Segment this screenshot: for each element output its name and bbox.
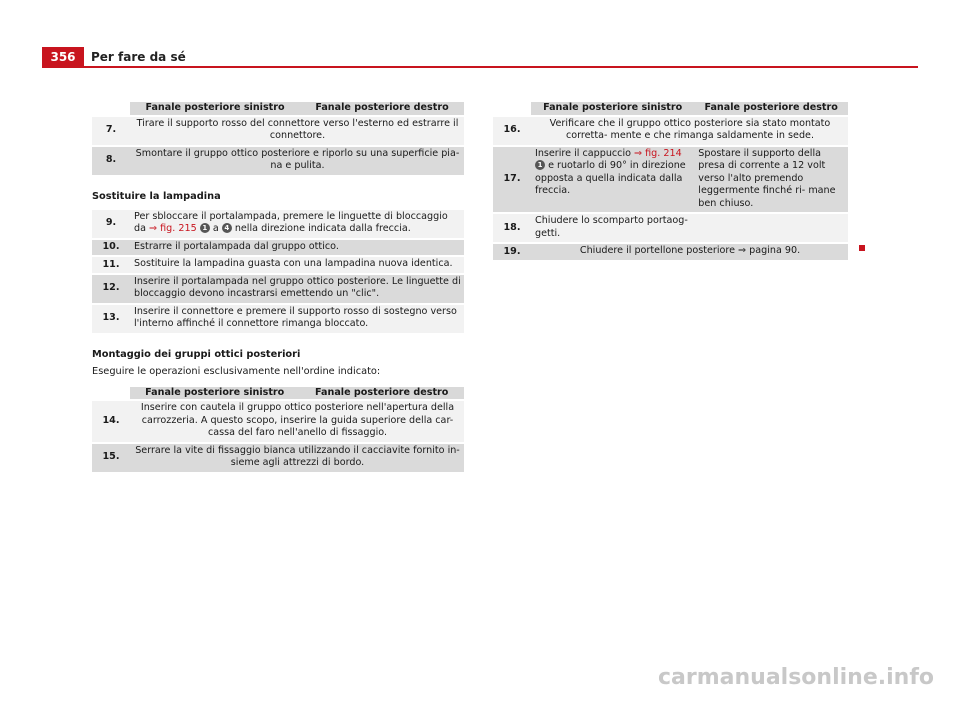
step-text-a: Per sbloccare il portalampada, premere le linguette di bloccaggio da: [134, 210, 448, 234]
step-row: [92, 444, 464, 472]
page-title: Per fare da sé: [91, 50, 186, 64]
step-number: 11.: [92, 257, 130, 273]
step-text: Serrare la vite di fissaggio bianca utilizzando il cacciavite fornito in- sieme agli attrezzi di bordo.: [130, 444, 464, 472]
watermark: carmanualsonline.info: [658, 665, 934, 690]
step-row: [92, 305, 464, 333]
callout-1-icon: 1: [535, 160, 545, 170]
step-row: [493, 147, 848, 213]
step-text: Smontare il gruppo ottico posteriore e riporlo su una superficie pia- na e pulita.: [130, 147, 464, 175]
section-intro: Eseguire le operazioni esclusivamente nell'ordine indicato:: [92, 365, 381, 377]
step-row: [92, 210, 464, 238]
step-text: Inserire il connettore e premere il supporto rosso di sostegno verso l'interno affinché il connettore rimanga bloccato.: [130, 305, 464, 333]
step-text: [130, 210, 464, 238]
header-rule: [42, 66, 918, 68]
left-column: [92, 100, 464, 474]
step-number: 13.: [92, 305, 130, 333]
step-text-right: [694, 214, 848, 242]
step-number: 18.: [493, 214, 531, 242]
header-left-lamp: Fanale posteriore sinistro: [531, 102, 694, 115]
step-number: 12.: [92, 275, 130, 303]
step-text-mid: a: [212, 223, 219, 234]
header-right-lamp: Fanale posteriore destro: [299, 387, 464, 400]
step-number: 17.: [493, 147, 531, 213]
step-row: [92, 401, 464, 442]
step-text-b: e ruotarlo di 90° in direzione opposta a quella indicata dalla freccia.: [535, 160, 686, 196]
step-text-right: Spostare il supporto della presa di corrente a 12 volt verso l'alto premendo leggermente finché ri- mane ben chiuso.: [694, 147, 848, 213]
step-row: [92, 240, 464, 256]
step-row: [92, 117, 464, 145]
section-heading-lamp: Sostituire la lampadina: [92, 190, 221, 202]
callout-1-icon: 1: [200, 223, 210, 233]
step-row: [92, 275, 464, 303]
section-heading-mount: Montaggio dei gruppi ottici posteriori: [92, 348, 301, 360]
figure-link[interactable]: ⇒ fig. 214: [634, 147, 682, 159]
header-left-lamp: Fanale posteriore sinistro: [130, 387, 299, 400]
step-text-b: nella direzione indicata dalla freccia.: [234, 223, 411, 234]
right-column: [493, 100, 848, 262]
step-text: Verificare che il gruppo ottico posteriore sia stato montato corretta- mente e che rimanga saldamente in sede.: [531, 117, 848, 145]
header-right-lamp: Fanale posteriore destro: [300, 102, 464, 115]
steps-table-bulb: [92, 208, 464, 335]
header-right-lamp: Fanale posteriore destro: [694, 102, 848, 115]
step-row: [493, 244, 848, 260]
step-number: 9.: [92, 210, 130, 238]
step-number: 19.: [493, 244, 531, 260]
step-number: 10.: [92, 240, 130, 256]
step-text-left: [531, 147, 694, 213]
step-text-a: Inserire il cappuccio: [535, 147, 631, 159]
steps-table-finish: [493, 100, 848, 262]
header-left-lamp: Fanale posteriore sinistro: [130, 102, 300, 115]
page-number: 356: [42, 47, 84, 67]
step-row: [493, 214, 848, 242]
step-text-left: Chiudere lo scomparto portaog- getti.: [531, 214, 694, 242]
step-number: 8.: [92, 147, 130, 175]
step-text: [531, 244, 848, 260]
step-row: [493, 117, 848, 145]
step-number: 14.: [92, 401, 130, 442]
section-end-icon: [859, 245, 865, 251]
step-number: 16.: [493, 117, 531, 145]
step-text: Estrarre il portalampada dal gruppo ottico.: [130, 240, 464, 256]
steps-table-removal: [92, 100, 464, 177]
steps-table-mount: [92, 385, 464, 474]
step-number: 15.: [92, 444, 130, 472]
step-text: Sostituire la lampadina guasta con una lampadina nuova identica.: [130, 257, 464, 273]
callout-4-icon: 4: [222, 223, 232, 233]
step-text-content: Chiudere il portellone posteriore ⇒ pagina 90.: [579, 245, 801, 256]
step-number: 7.: [92, 117, 130, 145]
step-row: [92, 147, 464, 175]
step-text: Inserire con cautela il gruppo ottico posteriore nell'apertura della carrozzeria. A questo scopo, inserire la guida superiore della car- cassa del faro nell'anello di fissaggio.: [130, 401, 464, 442]
step-text: Inserire il portalampada nel gruppo ottico posteriore. Le linguette di bloccaggio devono incastrarsi emettendo un "clic".: [130, 275, 464, 303]
step-row: [92, 257, 464, 273]
figure-link[interactable]: ⇒ fig. 215: [149, 223, 197, 234]
step-text: Tirare il supporto rosso del connettore verso l'esterno ed estrarre il connettore.: [130, 117, 464, 145]
